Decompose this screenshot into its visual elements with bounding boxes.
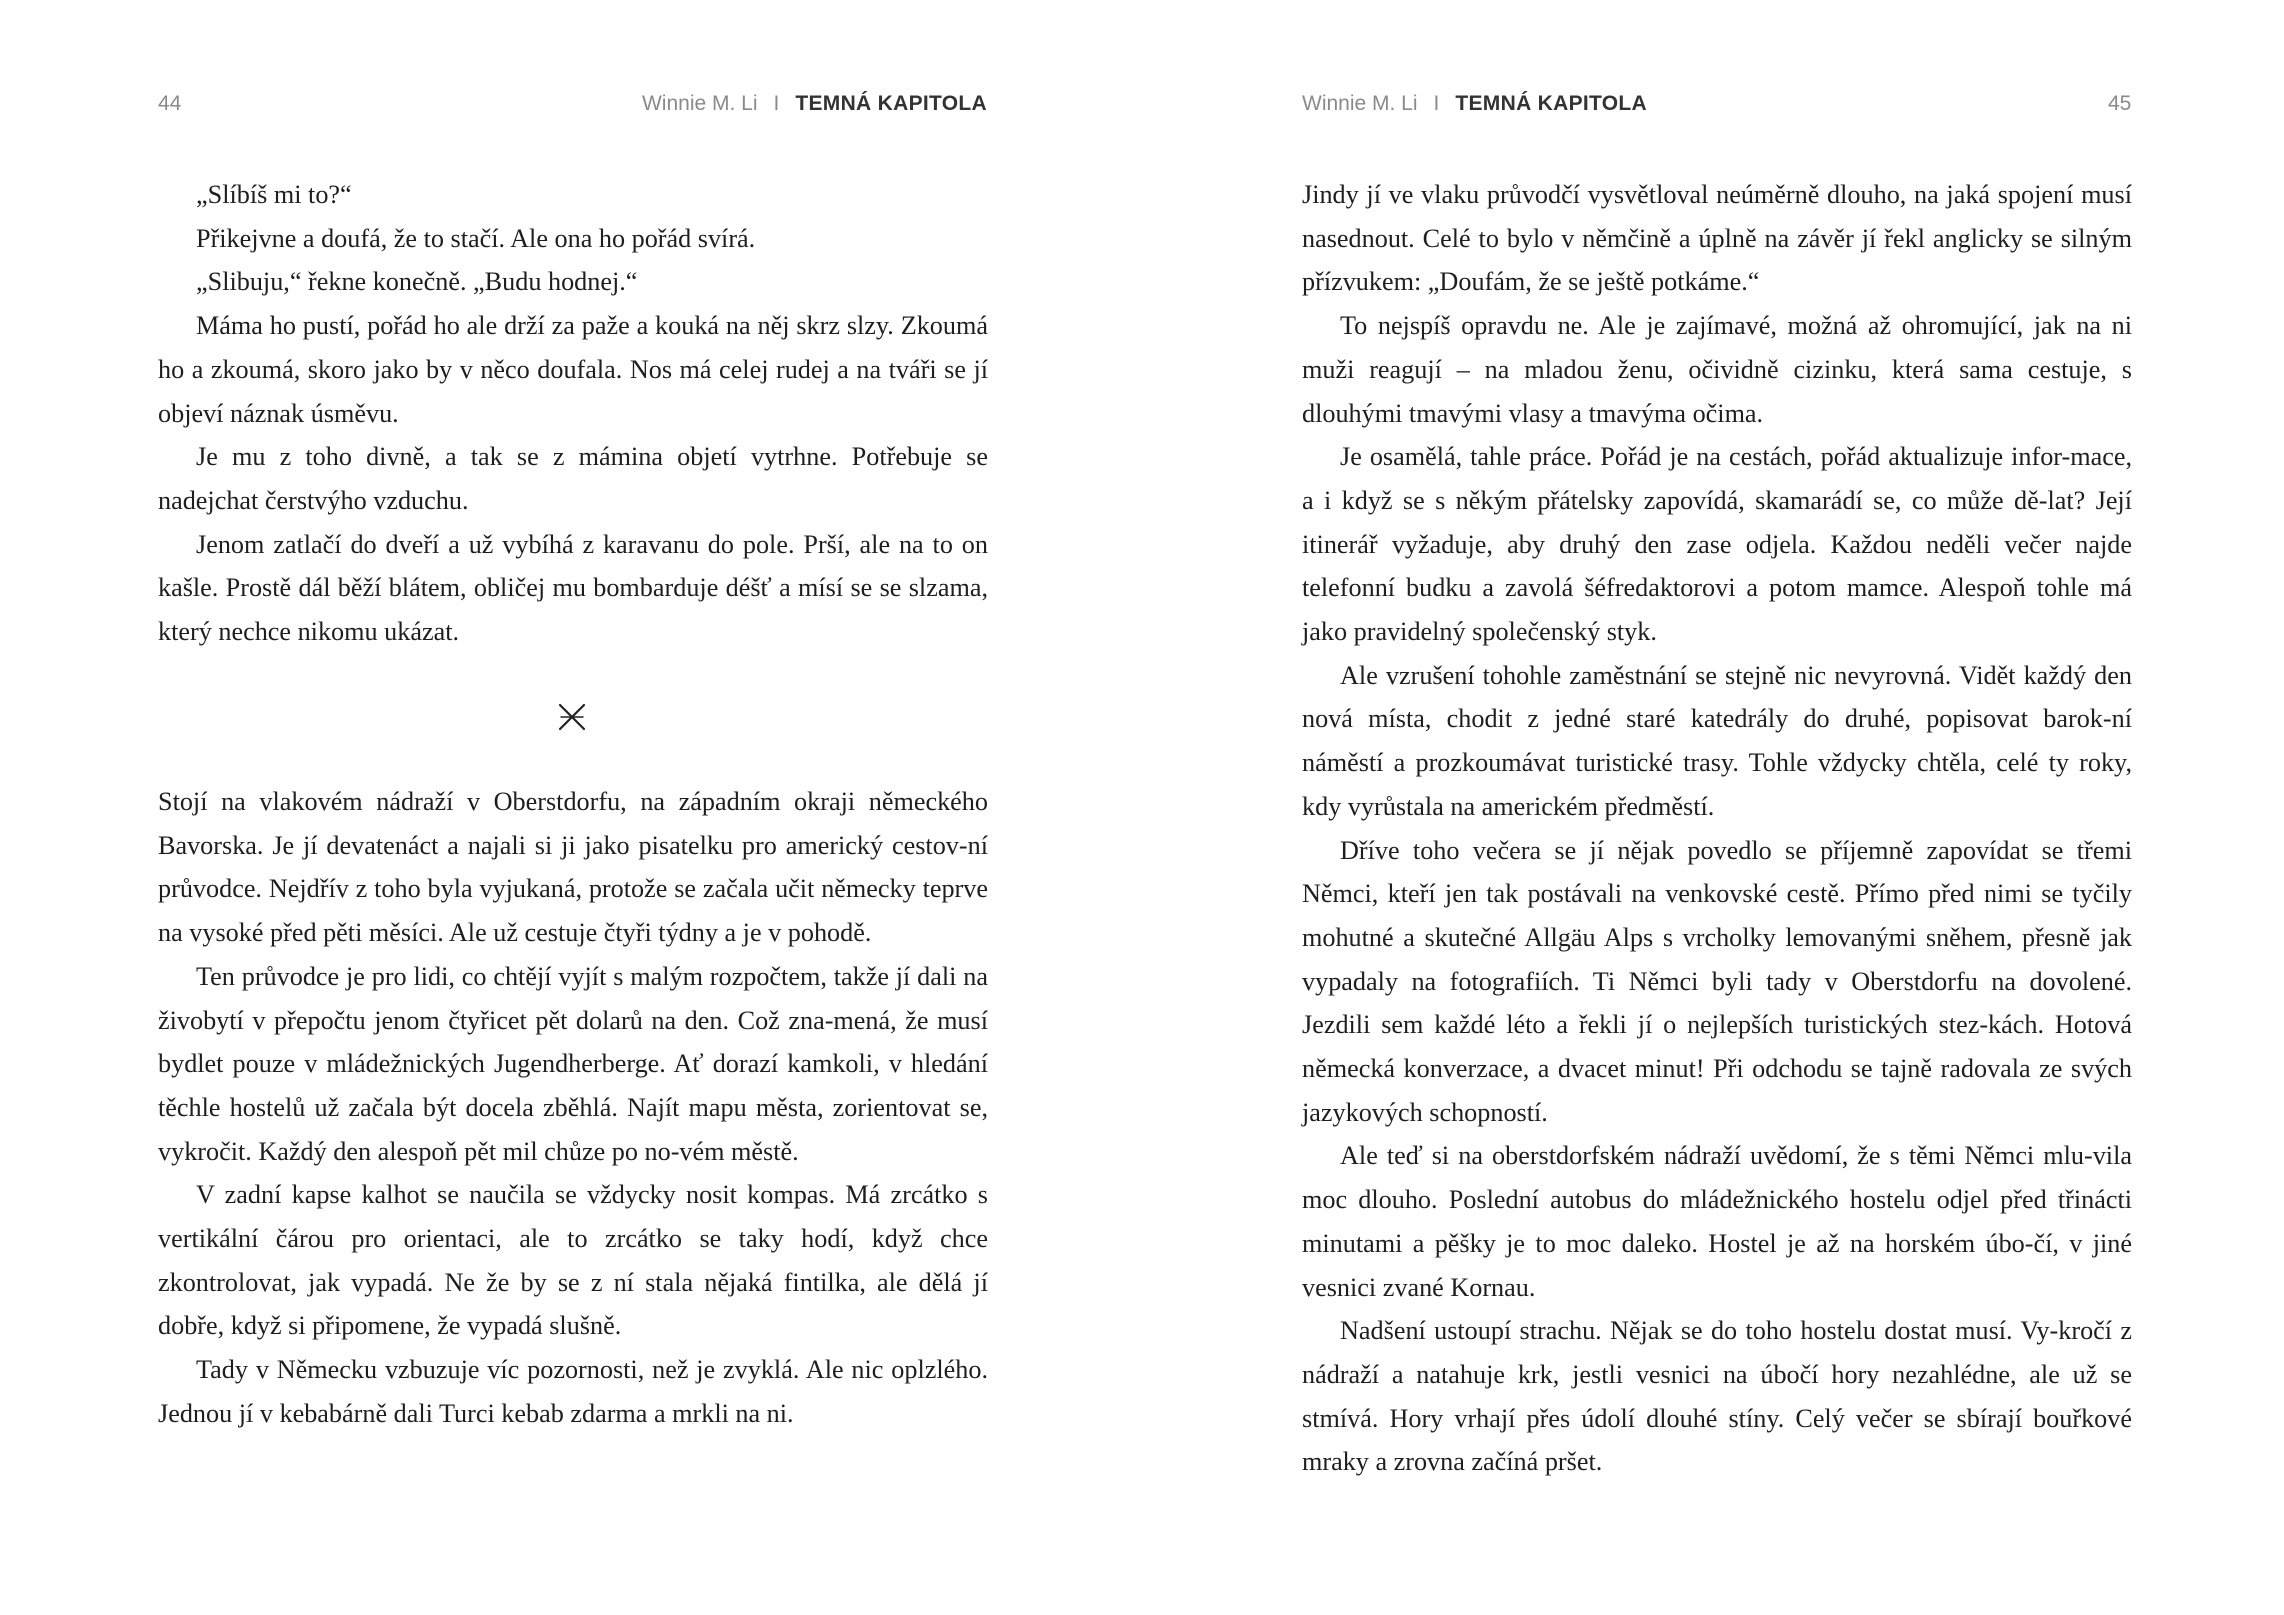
paragraph: „Slibuju,“ řekne konečně. „Budu hodnej.“ [196, 267, 638, 297]
paragraph: Ale vzrušení tohohle zaměstnání se stejně nic nevyrovná. Vidět každý den nová místa, chodit z jedné staré katedrály do druhé, popisovat barok-ní náměstí a prozkoumávat turistické trasy. Tohle vždycky chtěla, celé ty roky, kdy vyrůstala na americkém předměstí. [1302, 660, 2132, 821]
paragraph: „Slíbíš mi to?“ [196, 180, 352, 209]
header-author: Winnie M. Li [641, 92, 758, 115]
paragraph: Jindy jí ve vlaku průvodčí vysvětloval neúměrně dlouho, na jaká spojení musí nasednout. Celé to bylo v němčině a úplně na závěr jí řekl anglicky se silným přízvukem: „Doufám, že se ještě potkáme.“ [1302, 180, 2132, 297]
paragraph: Stojí na vlakovém nádraží v Oberstdorfu, na západním okraji německého Bavorska. Je jí devatenáct a najali si ji jako pisatelku pro americký cestov-ní průvodce. Nejdřív z toho byla vyjukaná, protože se začala učit německy teprve na vysoké před pěti měsíci. Ale už cestuje čtyři týdny a je v pohodě. [158, 787, 988, 948]
paragraph: Ale teď si na oberstdorfském nádraží uvědomí, že s těmi Němci mlu-vila moc dlouho. Poslední autobus do mládežnického hostelu odjel před třinácti minutami a pěšky je to moc daleko. Hostel je až na horském úbo-čí, v jiné vesnici zvané Kornau. [1302, 1141, 2132, 1302]
running-header [1302, 90, 1647, 118]
paragraph: Ten průvodce je pro lidi, co chtějí vyjít s malým rozpočtem, takže jí dali na živobytí v přepočtu jenom čtyřicet pět dolarů na den. Což zna-mená, že musí bydlet pouze v mládežnických Jugendherberge. Ať dorazí kamkoli, v hledání těchle hostelů už začala být docela zběhlá. Najít mapu města, zorientovat se, vykročit. Každý den alespoň pět mil chůze po no-vém městě. [158, 961, 988, 1166]
section-break-ornament [552, 697, 592, 737]
header-book-title: TEMNÁ KAPITOLA [795, 92, 987, 115]
header-book-title: TEMNÁ KAPITOLA [1455, 92, 1648, 115]
paragraph: Je osamělá, tahle práce. Pořád je na cestách, pořád aktualizuje infor-mace, a i když se s někým přátelsky zapovídá, skamarádí se, co může dě-lat? Její itinerář vyžaduje, aby druhý den zase odjela. Každou neděli večer najde telefonní budku a zavolá šéfredaktorovi a potom mamce. Alespoň tohle má jako pravidelný společenský styk. [1302, 442, 2132, 647]
header-author: Winnie M. Li [1302, 92, 1418, 115]
paragraph: Přikejvne a doufá, že to stačí. Ale ona ho pořád svírá. [196, 223, 756, 253]
paragraph: To nejspíš opravdu ne. Ale je zajímavé, možná až ohromující, jak na ni muži reagují – na mladou ženu, očividně cizinku, která sama cestuje, s dlouhými tmavými vlasy a tmavýma očima. [1302, 311, 2132, 428]
page-number: 45 [2108, 92, 2132, 115]
paragraph: V zadní kapse kalhot se naučila se vždycky nosit kompas. Má zrcátko s vertikální čárou pro orientaci, ale to zrcátko se taky hodí, když chce zkontrolovat, jak vypadá. Ne že by se z ní stala nějaká fintilka, ale dělá jí dobře, když si připomene, že vypadá slušně. [158, 1180, 988, 1341]
page-number: 44 [158, 92, 182, 115]
text-block [1302, 173, 2132, 1484]
paragraph: Máma ho pustí, pořád ho ale drží za paže a kouká na něj skrz slzy. Zkoumá ho a zkoumá, skoro jako by v něco doufala. Nos má celej rudej a na tváři se jí objeví náznak úsměvu. [158, 311, 988, 428]
paragraph: Tady v Německu vzbuzuje víc pozornosti, než je zvyklá. Ale nic oplzlého. Jednou jí v kebabárně dali Turci kebab zdarma a mrkli na ni. [158, 1355, 988, 1428]
paragraph: Dříve toho večera se jí nějak povedlo se příjemně zapovídat se třemi Němci, kteří jen tak postávali na venkovské cestě. Přímo před nimi se tyčily mohutné a skutečné Allgäu Alps s vrcholky lemovanými sněhem, přesně jak vypadaly na fotografiích. Ti Němci byli tady v Oberstdorfu na dovolené. Jezdili sem každé léto a řekli jí o nejlepších turistických stez-kách. Hotová německá konverzace, a dvacet minut! Při odchodu se tajně radovala ze svých jazykových schopností. [1302, 835, 2132, 1127]
right-page [1142, 0, 2284, 1615]
running-header [642, 90, 987, 118]
text-block-top [158, 173, 988, 654]
paragraph: Jenom zatlačí do dveří a už vybíhá z karavanu do pole. Prší, ale na to on kašle. Prostě dál běží blátem, obličej mu bombarduje déšť a mísí se se slzama, který nechce nikomu ukázat. [158, 529, 988, 647]
text-block-bottom [158, 780, 988, 1436]
header-separator: I [773, 92, 780, 115]
paragraph: Je mu z toho divně, a tak se z mámina objetí vytrhne. Potřebuje se nadejchat čerstvýho vzduchu. [158, 442, 988, 515]
header-separator: I [1433, 92, 1440, 115]
paragraph: Nadšení ustoupí strachu. Nějak se do toho hostelu dostat musí. Vy-kročí z nádraží a natahuje krk, jestli vesnici na úbočí hory nezahlédne, ale už se stmívá. Hory vrhají přes údolí dlouhé stíny. Celý večer se sbírají bouřkové mraky a zrovna začíná pršet. [1302, 1316, 2132, 1477]
